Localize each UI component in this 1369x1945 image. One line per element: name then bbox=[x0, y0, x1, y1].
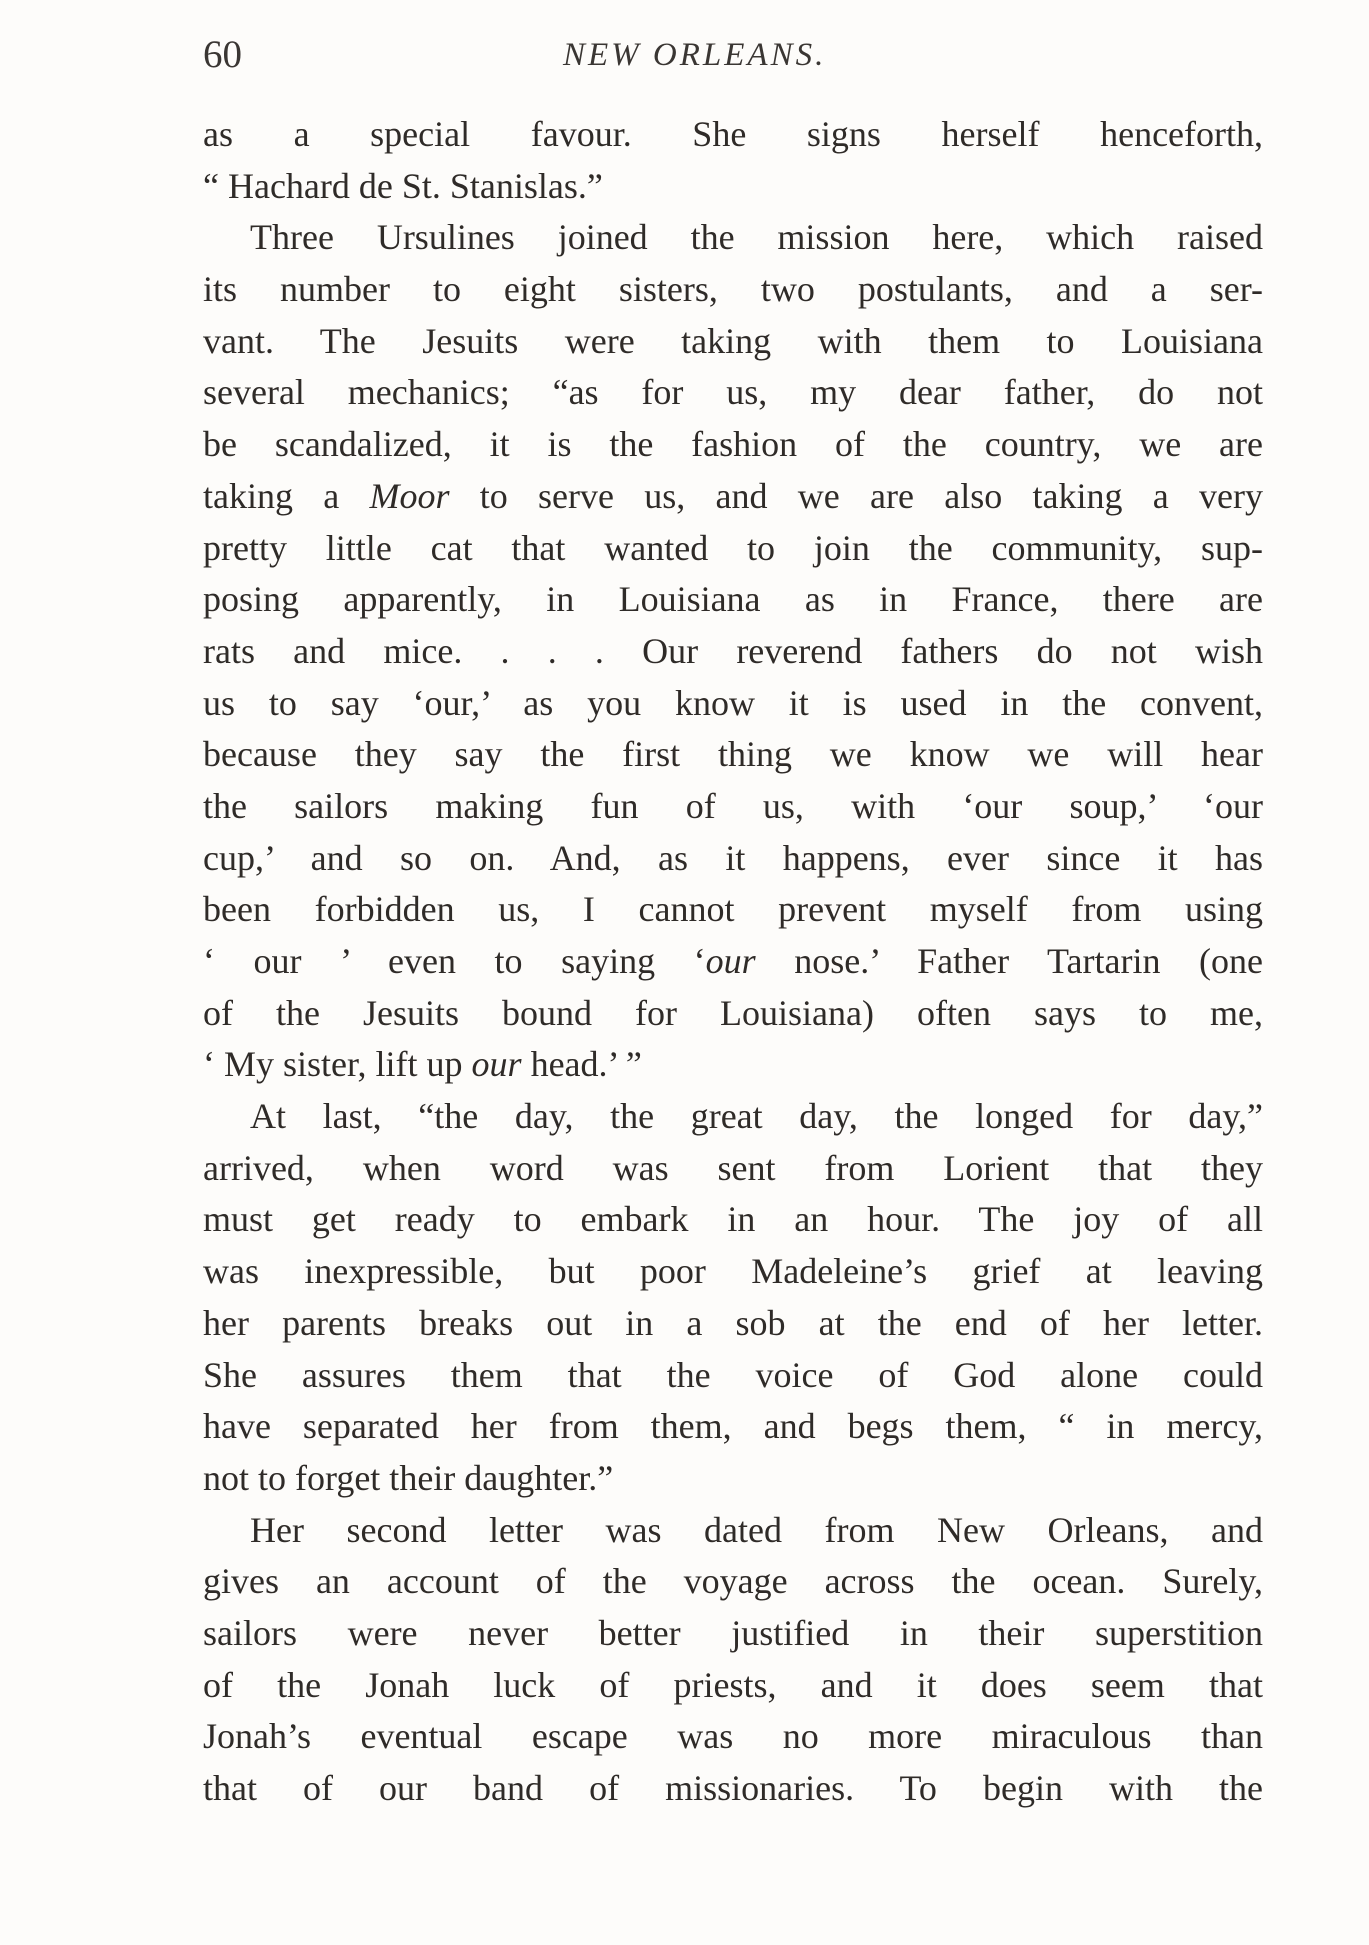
text-line: cup,’ and so on. And, as it happens, ever since it has bbox=[203, 837, 1263, 878]
running-head bbox=[203, 30, 1263, 80]
text-line: Jonah’s eventual escape was no more miraculous than bbox=[203, 1716, 1263, 1757]
text-line: taking a Moor to serve us, and we are also taking a very bbox=[203, 475, 1263, 516]
text-line: must get ready to embark in an hour. The joy of all bbox=[203, 1199, 1263, 1240]
text-line: posing apparently, in Louisiana as in France, there are bbox=[203, 579, 1263, 620]
italic-word: our bbox=[705, 941, 756, 981]
body-text bbox=[203, 109, 1263, 1815]
text-line: its number to eight sisters, two postulants, and a ser- bbox=[203, 269, 1263, 310]
text-line: been forbidden us, I cannot prevent myself from using bbox=[203, 889, 1263, 930]
text-line: not to forget their daughter.” bbox=[203, 1457, 614, 1498]
running-title: NEW ORLEANS. bbox=[563, 37, 827, 73]
text-line: “ Hachard de St. Stanislas.” bbox=[203, 165, 603, 206]
text-line: She assures them that the voice of God alone could bbox=[203, 1354, 1263, 1395]
text-line: gives an account of the voyage across the ocean. Surely, bbox=[203, 1561, 1263, 1602]
paragraph-start-line: Three Ursulines joined the mission here, which raised bbox=[250, 217, 1263, 258]
text-line: vant. The Jesuits were taking with them to Louisiana bbox=[203, 320, 1263, 361]
page-number: 60 bbox=[203, 33, 242, 76]
italic-word: our bbox=[471, 1044, 522, 1085]
text-line: of the Jonah luck of priests, and it does seem that bbox=[203, 1664, 1263, 1705]
text-line: pretty little cat that wanted to join the community, sup- bbox=[203, 527, 1263, 568]
text-line: because they say the first thing we know we will hear bbox=[203, 734, 1263, 775]
text-line: several mechanics; “as for us, my dear father, do not bbox=[203, 372, 1263, 413]
text-line: was inexpressible, but poor Madeleine’s grief at leaving bbox=[203, 1251, 1263, 1292]
text-line: the sailors making fun of us, with ‘our soup,’ ‘our bbox=[203, 785, 1263, 826]
paragraph-start-line: At last, “the day, the great day, the longed for day,” bbox=[250, 1096, 1263, 1137]
text-line: arrived, when word was sent from Lorient that they bbox=[203, 1147, 1263, 1188]
text-line: her parents breaks out in a sob at the end of her letter. bbox=[203, 1302, 1263, 1343]
paragraph-start-line: Her second letter was dated from New Orleans, and bbox=[250, 1509, 1263, 1550]
text-line: sailors were never better justified in their superstition bbox=[203, 1612, 1263, 1653]
text-line: rats and mice. . . . Our reverend fathers do not wish bbox=[203, 630, 1263, 671]
italic-word: Moor bbox=[369, 475, 450, 516]
text-line: that of our band of missionaries. To begin with the bbox=[203, 1768, 1263, 1808]
text-line: ‘ My sister, lift up our head.’ ” bbox=[203, 1044, 642, 1085]
text-line: ‘ our ’ even to saying ‘our nose.’ Father Tartarin (one bbox=[203, 941, 1263, 981]
text-line: have separated her from them, and begs them, “ in mercy, bbox=[203, 1406, 1263, 1447]
text-line: of the Jesuits bound for Louisiana) often says to me, bbox=[203, 992, 1263, 1033]
text-line: as a special favour. She signs herself henceforth, bbox=[203, 114, 1263, 154]
text-line: us to say ‘our,’ as you know it is used in the convent, bbox=[203, 682, 1263, 723]
text-line: be scandalized, it is the fashion of the country, we are bbox=[203, 424, 1263, 465]
